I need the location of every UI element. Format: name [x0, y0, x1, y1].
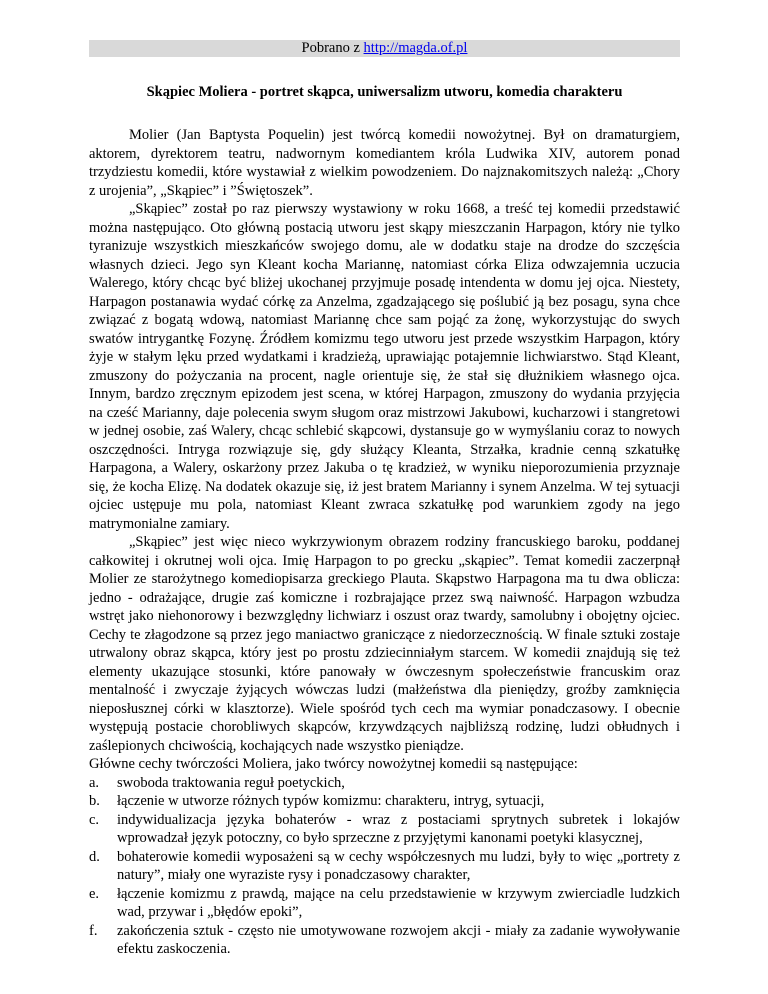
list-marker: b. — [89, 793, 100, 809]
source-link[interactable]: http://magda.of.pl — [363, 40, 468, 56]
list-item — [89, 792, 680, 811]
list-item — [89, 774, 680, 793]
list-marker: c. — [89, 811, 100, 828]
list-item-text: zakończenia sztuk - często nie umotywowane rozwojem akcji - miały za zadanie wywoływanie efektu zaskoczenia. — [117, 922, 680, 957]
list-item — [89, 848, 680, 885]
list-item-text: bohaterowie komedii wyposażeni są w cechy współczesnych mu ludzi, były to więc „portrety z natury”, miały one wyraziste rysy i ponadczasowy charakter, — [117, 848, 680, 883]
paragraph-analysis: „Skąpiec” jest więc nieco wykrzywionym obrazem rodziny francuskiego baroku, poddanej całkowitej i okrutnej woli ojca. Imię Harpagon to po grecku „skąpiec”. Temat komedii zaczerpnął Molier ze starożytnego komediopisarza greckiego Plauta. Skąpstwo Harpagona ma tu dwa oblicza: jedno - odrażające, drugie zaś komiczne i rozbrajające przez swą naiwność. Harpagon wzbudza wstręt jako niehonorowy i bezwzględny lichwiarz i oszust oraz twardy, samolubny i obojętny ojciec. Cechy te złagodzone są przez jego maniactwo graniczące z niedorzecznością. W finale sztuki zostaje utrwalony obraz skąpca, który jest po prostu zdziecinniałym starcem. W komedii znajdują się też elementy ukazujące stosunki, które panowały w ówczesnym społeczeństwie francuskim oraz mentalność i zwyczaje żyjących wówczas ludzi (małżeństwa dla pieniędzy, groźby zamknięcia nieposłusznej córki w klasztorze). Wiele spośród tych cech ma wymiar ponadczasowy. I obecnie występują postacie chorobliwych skąpców, krzywdzących najbliższą rodzinę, ludzi obłudnych i zaślepionych chciwością, kochających nade wszystko pieniądze. — [89, 534, 680, 754]
source-header — [89, 40, 680, 57]
list-item-text: swoboda traktowania reguł poetyckich, — [117, 774, 345, 791]
list-marker: f. — [89, 922, 98, 939]
list-marker: d. — [89, 848, 100, 865]
features-intro: Główne cechy twórczości Moliera, jako twórcy nowożytnej komedii są następujące: — [89, 756, 578, 772]
list-marker: a. — [89, 774, 100, 791]
list-item-text: łączenie komizmu z prawdą, mające na celu przedstawienie w krzywym zwierciadle ludzkich wad, przywar i „błędów epoki”, — [117, 885, 680, 920]
list-item — [89, 922, 680, 959]
list-item — [89, 811, 680, 848]
list-item-text: indywidualizacja języka bohaterów - wraz z postaciami sprytnych subretek i lokajów wprowadzał język potoczny, co było sprzeczne z przyjętymi kanonami poetyki klasycznej, — [117, 811, 680, 846]
source-prefix: Pobrano z — [301, 40, 364, 56]
paragraph-plot: „Skąpiec” został po raz pierwszy wystawiony w roku 1668, a treść tej komedii przedstawić można następująco. Oto główną postacią utworu jest skąpy mieszczanin Harpagon, który nie tylko tyranizuje wszystkich mieszkańców swojego domu, ale w dodatku staje na drodze do szczęścia własnych dzieci. Jego syn Kleant kocha Mariannę, natomiast córka Eliza odwzajemnia uczucia Walerego, który chcąc być bliżej ukochanej przyjmuje posadę intendenta w domu jej ojca. Niestety, Harpagon postanawia wydać córkę za Anzelma, zgadzającego się poślubić ją bez posagu, syna chce związać z bogatą wdową, natomiast Mariannę chce sam pojąć za żonę, wykorzystując do swych swatów intrygantkę Fozynę. Źródłem komizmu tego utworu jest przede wszystkim Harpagon, który żyje w stałym lęku przed wydatkami i kradzieżą, uprawiając potajemnie lichwiarstwo. Stąd Kleant, zmuszony do pożyczania na procent, nagle orientuje się, że stał się dłużnikiem własnego ojca. Innym, bardzo zręcznym epizodem jest scena, w której Harpagon, zmuszony do wydania przyjęcia na cześć Marianny, daje polecenia swym sługom oraz mistrzowi Jakubowi, kucharzowi i stangretowi w jednej osobie, zaś Walery, chcąc schlebić skąpcowi, dystansuje go w wymyślaniu coraz to nowych oszczędności. Intryga rozwiązuje się, gdy służący Kleanta, Strzałka, kradnie cenną szkatułkę Harpagona, a Walery, oskarżony przez Jakuba o tę kradzież, w wyniku nieporozumienia przyznaje się, że kocha Elizę. Na dodatek okazuje się, iż jest bratem Marianny i synem Anzelma. W tej sytuacji ojciec ustępuje mu pola, natomiast Kleant zwraca szkatułkę pod warunkiem zgody na jego matrymonialne zamiary. — [89, 201, 680, 532]
list-marker: e. — [89, 885, 100, 902]
features-list — [89, 774, 680, 959]
list-item — [89, 885, 680, 922]
paragraph-intro: Molier (Jan Baptysta Poquelin) jest twórcą komedii nowożytnej. Był on dramaturgiem, aktorem, dyrektorem teatru, nadwornym komediantem króla Ludwika XIV, autorem ponad trzydziestu komedii, które wystawiał z wielkim powodzeniem. Do najznakomitszych należą: „Chory z urojenia”, „Skąpiec” i ”Świętoszek”. — [89, 127, 680, 199]
document-body — [89, 126, 680, 959]
document-title: Skąpiec Moliera - portret skąpca, uniwersalizm utworu, komedia charakteru — [146, 84, 623, 100]
list-item-text: łączenie w utworze różnych typów komizmu: charakteru, intryg, sytuacji, — [117, 793, 545, 809]
